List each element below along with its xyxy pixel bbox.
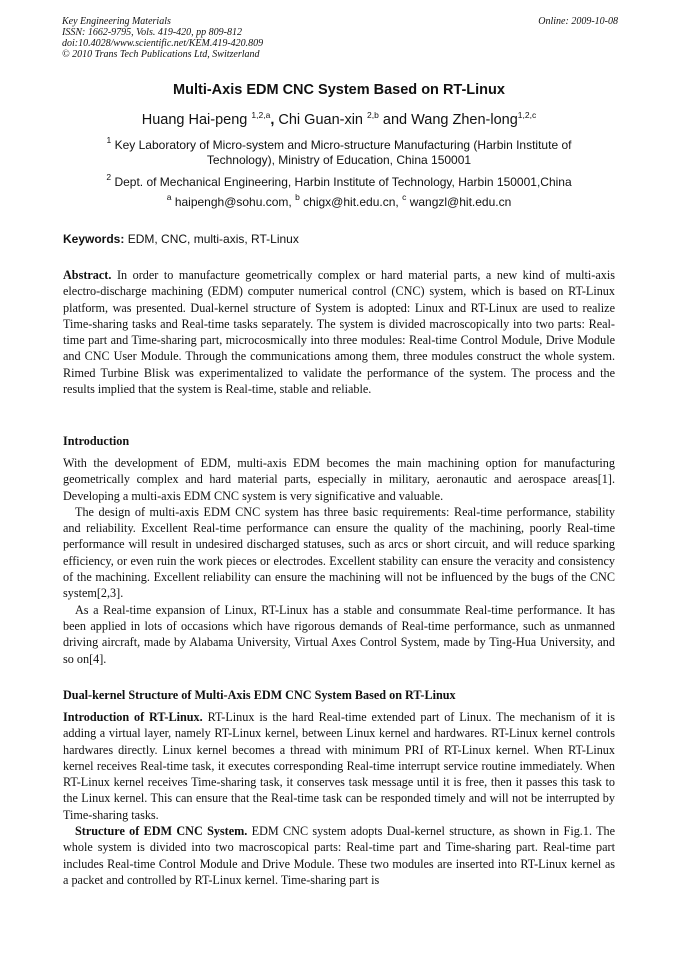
affiliation-1 — [86, 135, 592, 168]
subheading: Introduction of RT-Linux. — [63, 710, 203, 724]
paragraph: With the development of EDM, multi-axis EDM becomes the main machining option for manufacturing geometrically complex and hard material parts, especially in military, aeronautic and aerospace areas[1]. Developing a multi-axis EDM CNC system is very significative and valuable. — [63, 456, 615, 503]
section-heading-dual-kernel: Dual-kernel Structure of Multi-Axis EDM CNC System Based on RT-Linux — [63, 688, 456, 702]
online-date: Online: 2009-10-08 — [538, 16, 618, 27]
keywords-text: EDM, CNC, multi-axis, RT-Linux — [127, 232, 299, 246]
paragraph: EDM CNC system adopts Dual-kernel structure, as shown in Fig.1. The whole system is divided into two macroscopical parts: Real-time part and Time-sharing part. Real-time part includes Real-time Control Module and Drive Module. These two modules are inserted into RT-Linux kernel as a packet and controlled by RT-Linux kernel. Time-sharing part is — [63, 824, 616, 887]
issn-line: ISSN: 1662-9795, Vols. 419-420, pp 809-812 — [62, 27, 242, 38]
author-name: Chi Guan-xin — [278, 112, 363, 128]
author-affiliation-mark: 1,2,c — [517, 110, 537, 120]
affiliation-text: Dept. of Mechanical Engineering, Harbin Institute of Technology, Harbin 150001,China — [114, 175, 572, 189]
paragraph: The design of multi-axis EDM CNC system has three basic requirements: Real-time performance, stability and reliability. Excellent Real-time performance can ensure the quality of the machining, poorly Real-time performance will result in undesired discharged statuses, such as arcs or short circuit, and will reduce sparking efficiency, or even ruin the work pieces or electrodes. Excellent stability can ensure the veracity and consistency of the machining. Excellent reliability can ensure the machining will not be influenced by the bugs of the CNC system[2,3]. — [63, 504, 615, 601]
email-mark: b — [295, 192, 300, 202]
copyright-line: © 2010 Trans Tech Publications Ltd, Switzerland — [62, 49, 260, 60]
abstract-label: Abstract. — [63, 268, 112, 282]
author-list: Huang Hai-peng $^{1,2,a}$, Chi Guan-xin $^{2,b}$ and Wang Zhen-long$^{1,2,c}$ — [141, 110, 537, 128]
dual-kernel-section — [63, 709, 615, 888]
keywords — [63, 232, 299, 246]
introduction-section — [63, 455, 615, 667]
keywords-label: Keywords: — [63, 232, 125, 246]
author-emails — [0, 192, 678, 209]
affiliation-mark: 1 — [106, 135, 112, 145]
author-name: Huang Hai-peng — [141, 112, 248, 128]
journal-name: Key Engineering Materials — [62, 16, 171, 27]
journal-header — [62, 16, 618, 60]
email-link[interactable]: chigx@hit.edu.cn, — [303, 195, 399, 209]
doi-line: doi:10.4028/www.scientific.net/KEM.419-420.809 — [62, 38, 264, 49]
paragraph: As a Real-time expansion of Linux, RT-Linux has a stable and consummate Real-time performance. It has been applied in lots of occasions which have rigorous demands of Real-time performance, such as unmanned driving aircraft, made by Alabama University, Virtual Axes Control System, made by Ting-Hua University, and so on[4]. — [63, 602, 615, 666]
author-name: Wang Zhen-long — [411, 112, 518, 128]
author-affiliation-mark: 1,2,a — [251, 110, 271, 120]
affiliation-mark: 2 — [106, 172, 112, 182]
email-link[interactable]: wangzl@hit.edu.cn — [409, 195, 512, 209]
author-affiliation-mark: 2,b — [367, 110, 379, 120]
abstract-text: In order to manufacture geometrically complex or hard material parts, a new kind of multi-axis electro-discharge machining (EDM) computer numerical control (CNC) system, which is based on RT-Linux platform, was presented. Dual-kernel structure of System is adopted: Linux and RT-Linux are used to realize Time-sharing tasks and Real-time tasks separately. The system is divided macroscopically into two parts: Real-time part and Time-sharing part, microcosmically into three modules: Real-time Control Module, Drive Module and CNC User Module. Through the communications among them, three modules construct the whole system. Rimed Turbine Blisk was experimentalized to validate the performance of the system. The process and the results implied that the system is Real-time, stable and reliable. — [63, 268, 615, 397]
email-link[interactable]: haipengh@sohu.com, — [174, 195, 292, 209]
paper-title: Multi-Axis EDM CNC System Based on RT-Linux — [173, 82, 505, 98]
paragraph: RT-Linux is the hard Real-time extended part of Linux. The mechanism of it is adding a virtual layer, namely RT-Linux kernel, between Linux kernel and hardwares. RT-Linux kernel controls hardwares directly. Linux kernel becomes a thread with minimum PRI of RT-Linux kernel. When RT-Linux kernel receives Real-time task, it executes corresponding Real-time interrupt service routine immediately. When RT-Linux kernel receives Time-sharing task, it conserves task message until it is free, then it passes this task to the Linux kernel. This can ensure that the Real-time task can be responded timely and will not be interrupted by Time-sharing tasks. — [63, 710, 616, 822]
affiliation-2 — [86, 172, 592, 190]
subheading: Structure of EDM CNC System. — [75, 824, 248, 839]
abstract — [63, 267, 615, 397]
section-heading-introduction: Introduction — [63, 434, 130, 448]
affiliation-text: Key Laboratory of Micro-system and Micro-structure Manufacturing (Harbin Institute of Technology), Ministry of Education, China 150001 — [114, 138, 572, 167]
author-conjunction: and — [382, 112, 408, 128]
email-mark: a — [166, 192, 172, 202]
email-mark: c — [402, 192, 407, 202]
